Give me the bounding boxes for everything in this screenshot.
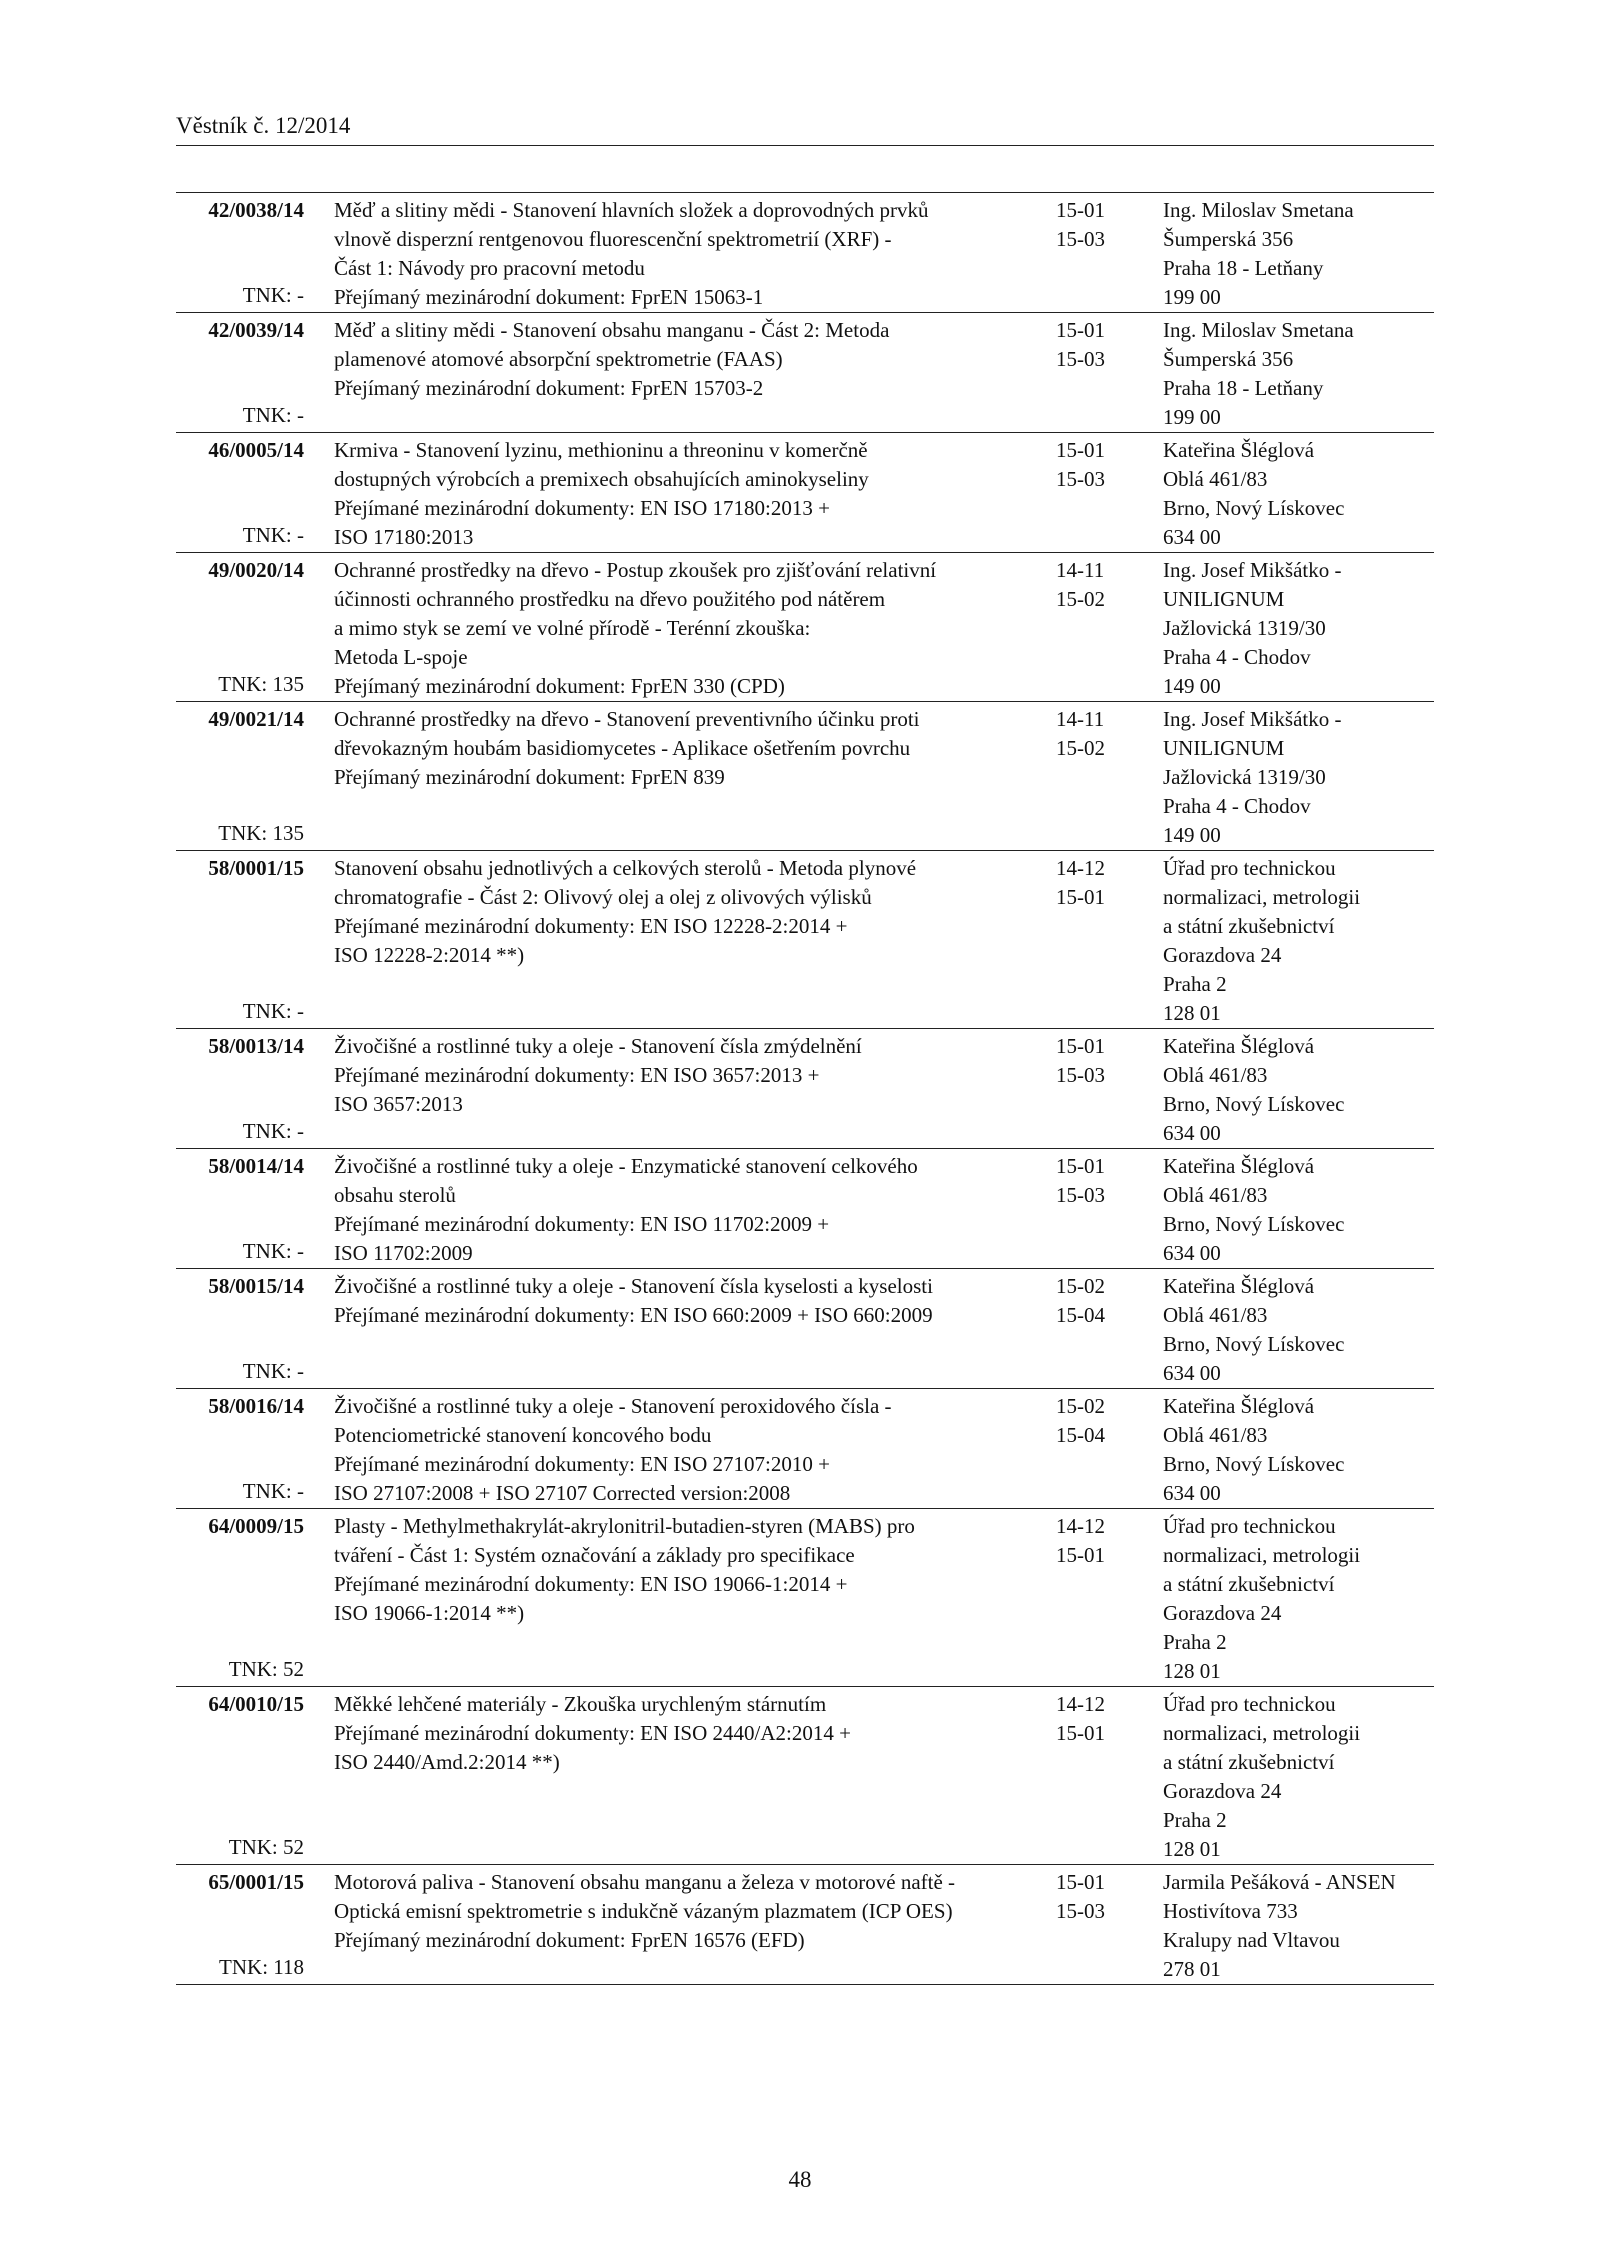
classification-code: 15-01 [1056,1154,1105,1178]
address-line: Gorazdova 24 [1163,1779,1282,1803]
standard-id: 64/0009/15 [208,1514,304,1538]
address-line: normalizaci, metrologii [1163,1543,1361,1567]
classification-codes [1056,854,1126,912]
address-line: Brno, Nový Lískovec [1163,496,1345,520]
description-line: Část 1: Návody pro pracovní metodu [334,256,645,280]
description-line: účinnosti ochranného prostředku na dřevo použitého pod nátěrem [334,587,886,611]
address-line: normalizaci, metrologii [1163,1721,1361,1745]
classification-codes [1056,705,1126,763]
description-line: Přejímaný mezinárodní dokument: FprEN 15063-1 [334,285,764,309]
description-line: vlnově disperzní rentgenovou fluorescenční spektrometrií (XRF) - [334,227,892,251]
table-row [176,1865,1434,1985]
contact-address [1163,436,1438,552]
description-line: Stanovení obsahu jednotlivých a celkových sterolů - Metoda plynové [334,856,917,880]
standard-description [334,1868,1024,1955]
description-line: Potenciometrické stanovení koncového bodu [334,1423,712,1447]
tnk-label: TNK: - [242,523,304,547]
classification-code: 14-12 [1056,856,1105,880]
standard-description [334,705,1024,792]
standard-id: 46/0005/14 [208,438,304,462]
address-line: Jarmila Pešáková - ANSEN [1163,1870,1396,1894]
contact-address [1163,854,1438,1028]
classification-code: 15-03 [1056,1063,1105,1087]
description-line: ISO 12228-2:2014 **) [334,943,525,967]
contact-address [1163,1690,1438,1864]
contact-address [1163,705,1438,850]
tnk-label: TNK: 52 [228,1835,304,1859]
tnk-label: TNK: 135 [218,821,304,845]
classification-code: 15-03 [1056,1899,1105,1923]
contact-address [1163,556,1438,701]
address-line: Praha 2 [1163,1808,1227,1832]
table-row [176,433,1434,553]
description-line: Přejímané mezinárodní dokumenty: EN ISO 27107:2010 + [334,1452,830,1476]
tnk-label: TNK: 118 [219,1955,304,1979]
address-line: Oblá 461/83 [1163,1063,1268,1087]
classification-code: 14-12 [1056,1692,1105,1716]
standard-id: 42/0039/14 [208,318,304,342]
standard-description [334,436,1024,552]
standard-id: 49/0021/14 [208,707,304,731]
address-line: UNILIGNUM [1163,736,1285,760]
description-line: plamenové atomové absorpční spektrometrie (FAAS) [334,347,783,371]
address-line: 278 01 [1163,1957,1221,1981]
table-row [176,851,1434,1029]
address-line: Praha 2 [1163,972,1227,996]
address-line: 634 00 [1163,1121,1221,1145]
description-line: Přejímaný mezinárodní dokument: FprEN 15703-2 [334,376,764,400]
address-line: Kralupy nad Vltavou [1163,1928,1340,1952]
table-row [176,702,1434,851]
address-line: 149 00 [1163,823,1221,847]
standard-description [334,854,1024,970]
description-line: Měkké lehčené materiály - Zkouška urychleným stárnutím [334,1692,827,1716]
address-line: Gorazdova 24 [1163,943,1282,967]
classification-code: 14-11 [1056,707,1105,731]
address-line: Brno, Nový Lískovec [1163,1332,1345,1356]
description-line: Přejímané mezinárodní dokumenty: EN ISO 2440/A2:2014 + [334,1721,851,1745]
address-line: Hostivítova 733 [1163,1899,1298,1923]
description-line: Metoda L-spoje [334,645,468,669]
tnk-label: TNK: - [242,1359,304,1383]
contact-address [1163,196,1438,312]
address-line: 634 00 [1163,525,1221,549]
address-line: Kateřina Šléglová [1163,1274,1315,1298]
address-line: Jažlovická 1319/30 [1163,765,1326,789]
address-line: Ing. Josef Mikšátko - [1163,707,1342,731]
classification-code: 15-02 [1056,587,1105,611]
address-line: a státní zkušebnictví [1163,914,1335,938]
standard-id: 58/0016/14 [208,1394,304,1418]
classification-code: 15-02 [1056,736,1105,760]
address-line: Oblá 461/83 [1163,467,1268,491]
address-line: Ing. Miloslav Smetana [1163,198,1354,222]
address-line: 199 00 [1163,285,1221,309]
contact-address [1163,1152,1438,1268]
classification-codes [1056,1690,1126,1748]
address-line: Brno, Nový Lískovec [1163,1452,1345,1476]
description-line: ISO 19066-1:2014 **) [334,1601,525,1625]
description-line: ISO 2440/Amd.2:2014 **) [334,1750,560,1774]
standard-id: 58/0014/14 [208,1154,304,1178]
table-row [176,553,1434,702]
address-line: 128 01 [1163,1837,1221,1861]
description-line: chromatografie - Část 2: Olivový olej a olej z olivových výlisků [334,885,872,909]
classification-code: 15-03 [1056,467,1105,491]
page-header: Věstník č. 12/2014 [176,113,351,138]
standard-description [334,1272,1024,1330]
description-line: Přejímané mezinárodní dokumenty: EN ISO 19066-1:2014 + [334,1572,848,1596]
address-line: Gorazdova 24 [1163,1601,1282,1625]
description-line: tváření - Část 1: Systém označování a základy pro specifikace [334,1543,855,1567]
address-line: 128 01 [1163,1659,1221,1683]
contact-address [1163,1392,1438,1508]
description-line: ISO 17180:2013 [334,525,474,549]
classification-codes [1056,1512,1126,1570]
standard-description [334,1512,1024,1628]
classification-code: 15-01 [1056,1721,1105,1745]
address-line: Šumperská 356 [1163,227,1294,251]
classification-codes [1056,316,1126,374]
contact-address [1163,1032,1438,1148]
address-line: Úřad pro technickou [1163,856,1336,880]
classification-code: 15-01 [1056,1543,1105,1567]
address-line: Brno, Nový Lískovec [1163,1092,1345,1116]
description-line: Přejímaný mezinárodní dokument: FprEN 839 [334,765,725,789]
description-line: Přejímané mezinárodní dokumenty: EN ISO 660:2009 + ISO 660:2009 [334,1303,933,1327]
address-line: Kateřina Šléglová [1163,1034,1315,1058]
tnk-label: TNK: - [242,283,304,307]
classification-code: 15-01 [1056,1870,1105,1894]
standard-id: 58/0001/15 [208,856,304,880]
standard-id: 49/0020/14 [208,558,304,582]
address-line: Praha 18 - Letňany [1163,376,1324,400]
address-line: 128 01 [1163,1001,1221,1025]
address-line: Kateřina Šléglová [1163,1154,1315,1178]
classification-code: 15-02 [1056,1394,1105,1418]
standard-id: 58/0015/14 [208,1274,304,1298]
address-line: 149 00 [1163,674,1221,698]
description-line: Krmiva - Stanovení lyzinu, methioninu a threoninu v komerčně [334,438,868,462]
address-line: Praha 4 - Chodov [1163,794,1311,818]
address-line: Brno, Nový Lískovec [1163,1212,1345,1236]
description-line: Živočišné a rostlinné tuky a oleje - Stanovení čísla kyselosti a kyselosti [334,1274,933,1298]
address-line: normalizaci, metrologii [1163,885,1361,909]
tnk-label: TNK: 52 [228,1657,304,1681]
description-line: Měď a slitiny mědi - Stanovení hlavních složek a doprovodných prvků [334,198,929,222]
address-line: Šumperská 356 [1163,347,1294,371]
standard-description [334,1690,1024,1777]
classification-code: 14-12 [1056,1514,1105,1538]
table-row [176,1029,1434,1149]
tnk-label: TNK: 135 [218,672,304,696]
classification-code: 15-04 [1056,1423,1105,1447]
description-line: Měď a slitiny mědi - Stanovení obsahu manganu - Část 2: Metoda [334,318,890,342]
table-row [176,1149,1434,1269]
standard-id: 58/0013/14 [208,1034,304,1058]
description-line: ISO 27107:2008 + ISO 27107 Corrected version:2008 [334,1481,791,1505]
address-line: Kateřina Šléglová [1163,1394,1315,1418]
address-line: a státní zkušebnictví [1163,1572,1335,1596]
header-rule [176,145,1434,146]
address-line: Kateřina Šléglová [1163,438,1315,462]
description-line: a mimo styk se zemí ve volné přírodě - Terénní zkouška: [334,616,811,640]
contact-address [1163,1512,1438,1686]
classification-code: 15-02 [1056,1274,1105,1298]
classification-code: 14-11 [1056,558,1105,582]
standard-description [334,1032,1024,1119]
description-line: Živočišné a rostlinné tuky a oleje - Enzymatické stanovení celkového [334,1154,918,1178]
table-row [176,313,1434,433]
contact-address [1163,1868,1438,1984]
standards-table [176,192,1434,1985]
standard-id: 42/0038/14 [208,198,304,222]
description-line: Motorová paliva - Stanovení obsahu manganu a železa v motorové naftě - [334,1870,956,1894]
description-line: Optická emisní spektrometrie s indukčně vázaným plazmatem (ICP OES) [334,1899,953,1923]
table-row [176,1269,1434,1389]
description-line: dostupných výrobcích a premixech obsahujících aminokyseliny [334,467,869,491]
contact-address [1163,316,1438,432]
description-line: Přejímaný mezinárodní dokument: FprEN 330 (CPD) [334,674,785,698]
address-line: Jažlovická 1319/30 [1163,616,1326,640]
description-line: dřevokazným houbám basidiomycetes - Aplikace ošetřením povrchu [334,736,911,760]
classification-codes [1056,196,1126,254]
classification-code: 15-01 [1056,198,1105,222]
address-line: Oblá 461/83 [1163,1303,1268,1327]
standard-id: 65/0001/15 [208,1870,304,1894]
classification-code: 15-03 [1056,227,1105,251]
address-line: Oblá 461/83 [1163,1423,1268,1447]
tnk-label: TNK: - [242,1479,304,1503]
description-line: ISO 11702:2009 [334,1241,473,1265]
classification-codes [1056,1032,1126,1090]
classification-codes [1056,1392,1126,1450]
address-line: 634 00 [1163,1361,1221,1385]
description-line: Ochranné prostředky na dřevo - Postup zkoušek pro zjišťování relativní [334,558,937,582]
description-line: ISO 3657:2013 [334,1092,463,1116]
address-line: Úřad pro technickou [1163,1514,1336,1538]
description-line: Přejímané mezinárodní dokumenty: EN ISO 12228-2:2014 + [334,914,848,938]
address-line: a státní zkušebnictví [1163,1750,1335,1774]
address-line: UNILIGNUM [1163,587,1285,611]
description-line: Přejímané mezinárodní dokumenty: EN ISO 3657:2013 + [334,1063,820,1087]
table-row [176,193,1434,313]
standard-description [334,196,1024,312]
description-line: Živočišné a rostlinné tuky a oleje - Stanovení čísla zmýdelnění [334,1034,862,1058]
table-row [176,1687,1434,1865]
address-line: Praha 4 - Chodov [1163,645,1311,669]
tnk-label: TNK: - [242,999,304,1023]
classification-code: 15-01 [1056,1034,1105,1058]
address-line: Ing. Josef Mikšátko - [1163,558,1342,582]
address-line: Oblá 461/83 [1163,1183,1268,1207]
tnk-label: TNK: - [242,1119,304,1143]
table-row [176,1509,1434,1687]
standard-description [334,1152,1024,1268]
tnk-label: TNK: - [242,1239,304,1263]
classification-code: 15-03 [1056,347,1105,371]
standard-description [334,1392,1024,1508]
contact-address [1163,1272,1438,1388]
address-line: Úřad pro technickou [1163,1692,1336,1716]
classification-codes [1056,436,1126,494]
address-line: 199 00 [1163,405,1221,429]
description-line: Přejímané mezinárodní dokumenty: EN ISO 11702:2009 + [334,1212,830,1236]
address-line: Ing. Miloslav Smetana [1163,318,1354,342]
table-row [176,1389,1434,1509]
classification-code: 15-04 [1056,1303,1105,1327]
description-line: Živočišné a rostlinné tuky a oleje - Stanovení peroxidového čísla - [334,1394,892,1418]
classification-codes [1056,556,1126,614]
classification-code: 15-03 [1056,1183,1105,1207]
address-line: Praha 18 - Letňany [1163,256,1324,280]
standard-description [334,316,1024,403]
address-line: Praha 2 [1163,1630,1227,1654]
classification-code: 15-01 [1056,438,1105,462]
classification-code: 15-01 [1056,318,1105,342]
page-number: 48 [788,2167,812,2192]
description-line: Plasty - Methylmethakrylát-akrylonitril-butadien-styren (MABS) pro [334,1514,915,1538]
description-line: obsahu sterolů [334,1183,456,1207]
address-line: 634 00 [1163,1241,1221,1265]
classification-code: 15-01 [1056,885,1105,909]
classification-codes [1056,1152,1126,1210]
description-line: Přejímané mezinárodní dokumenty: EN ISO 17180:2013 + [334,496,830,520]
address-line: 634 00 [1163,1481,1221,1505]
description-line: Ochranné prostředky na dřevo - Stanovení preventivního účinku proti [334,707,920,731]
tnk-label: TNK: - [242,403,304,427]
description-line: Přejímaný mezinárodní dokument: FprEN 16576 (EFD) [334,1928,805,1952]
standard-id: 64/0010/15 [208,1692,304,1716]
classification-codes [1056,1868,1126,1926]
standard-description [334,556,1024,701]
classification-codes [1056,1272,1126,1330]
